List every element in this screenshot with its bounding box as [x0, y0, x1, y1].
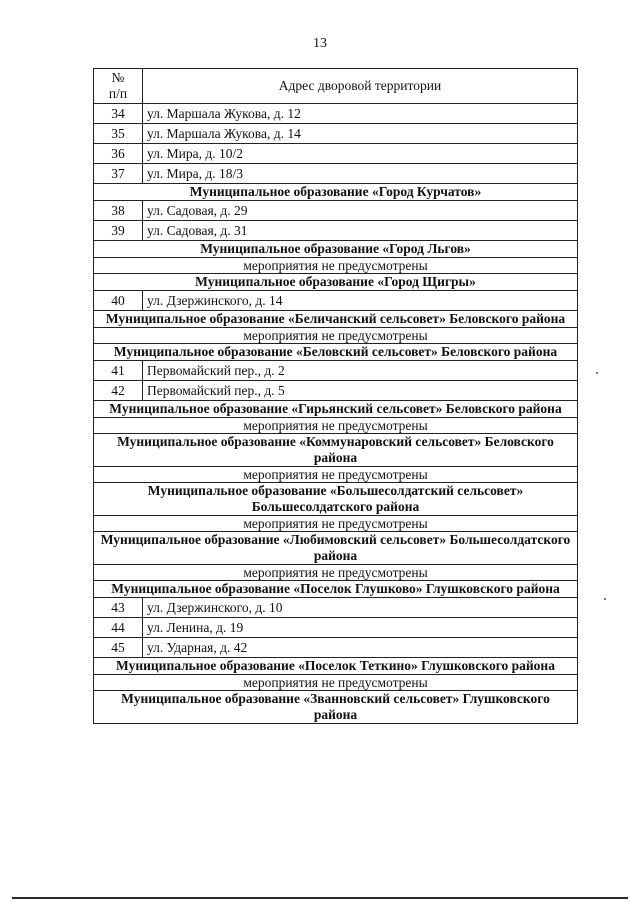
row-address: Первомайский пер., д. 5	[143, 381, 578, 401]
section-row	[94, 401, 578, 418]
table-row	[94, 381, 578, 401]
section-row	[94, 184, 578, 201]
municipality-heading: Муниципальное образование «Беличанский сельсовет» Беловского района	[94, 311, 578, 328]
section-row	[94, 274, 578, 291]
table-row	[94, 638, 578, 658]
no-measures-note: мероприятия не предусмотрены	[94, 467, 578, 483]
page-number: 13	[313, 36, 327, 51]
scan-speck	[596, 372, 598, 374]
row-number: 43	[94, 598, 143, 618]
scan-speck	[604, 598, 606, 600]
row-address: ул. Маршала Жукова, д. 14	[143, 124, 578, 144]
row-number: 40	[94, 291, 143, 311]
number-abbrev: п/п	[108, 86, 128, 101]
section-row	[94, 532, 578, 565]
row-number: 44	[94, 618, 143, 638]
municipality-heading: Муниципальное образование «Город Курчатов»	[94, 184, 578, 201]
no-measures-note: мероприятия не предусмотрены	[94, 516, 578, 532]
row-address: ул. Ударная, д. 42	[143, 638, 578, 658]
row-number: 35	[94, 124, 143, 144]
municipality-heading: Муниципальное образование «Гирьянский сельсовет» Беловского района	[94, 401, 578, 418]
municipality-heading: Муниципальное образование «Беловский сельсовет» Беловского района	[94, 344, 578, 361]
row-address: ул. Дзержинского, д. 14	[143, 291, 578, 311]
row-address: ул. Дзержинского, д. 10	[143, 598, 578, 618]
municipality-heading: Муниципальное образование «Город Щигры»	[94, 274, 578, 291]
table-row	[94, 104, 578, 124]
section-row	[94, 691, 578, 724]
note-row	[94, 328, 578, 344]
table-row	[94, 124, 578, 144]
number-sign: №	[111, 70, 125, 85]
table-row	[94, 291, 578, 311]
no-measures-note: мероприятия не предусмотрены	[94, 258, 578, 274]
note-row	[94, 675, 578, 691]
note-row	[94, 258, 578, 274]
row-address: ул. Мира, д. 10/2	[143, 144, 578, 164]
note-row	[94, 418, 578, 434]
municipality-heading: Муниципальное образование «Поселок Глушково» Глушковского района	[94, 581, 578, 598]
row-number: 42	[94, 381, 143, 401]
section-row	[94, 311, 578, 328]
row-address: ул. Садовая, д. 29	[143, 201, 578, 221]
column-header-number	[94, 69, 143, 104]
table-row	[94, 144, 578, 164]
table-row	[94, 164, 578, 184]
note-row	[94, 565, 578, 581]
section-row	[94, 434, 578, 467]
row-address: ул. Маршала Жукова, д. 12	[143, 104, 578, 124]
table-row	[94, 598, 578, 618]
section-row	[94, 483, 578, 516]
row-address: ул. Мира, д. 18/3	[143, 164, 578, 184]
municipality-heading: Муниципальное образование «Званновский сельсовет» Глушковского района	[94, 691, 578, 724]
table-row	[94, 361, 578, 381]
row-number: 38	[94, 201, 143, 221]
row-number: 34	[94, 104, 143, 124]
column-header-address: Адрес дворовой территории	[143, 69, 578, 104]
row-address: ул. Ленина, д. 19	[143, 618, 578, 638]
no-measures-note: мероприятия не предусмотрены	[94, 328, 578, 344]
table-row	[94, 618, 578, 638]
note-row	[94, 467, 578, 483]
municipality-heading: Муниципальное образование «Любимовский сельсовет» Большесолдатского района	[94, 532, 578, 565]
no-measures-note: мероприятия не предусмотрены	[94, 565, 578, 581]
municipality-heading: Муниципальное образование «Большесолдатский сельсовет» Большесолдатского района	[94, 483, 578, 516]
table-row	[94, 221, 578, 241]
section-row	[94, 658, 578, 675]
municipality-heading: Муниципальное образование «Поселок Теткино» Глушковского района	[94, 658, 578, 675]
section-row	[94, 581, 578, 598]
scan-bottom-line	[12, 897, 628, 899]
row-number: 36	[94, 144, 143, 164]
municipality-heading: Муниципальное образование «Коммунаровский сельсовет» Беловского района	[94, 434, 578, 467]
row-address: ул. Садовая, д. 31	[143, 221, 578, 241]
row-number: 39	[94, 221, 143, 241]
section-row	[94, 241, 578, 258]
table-row	[94, 201, 578, 221]
municipality-heading: Муниципальное образование «Город Льгов»	[94, 241, 578, 258]
section-row	[94, 344, 578, 361]
row-number: 41	[94, 361, 143, 381]
table-header-row	[94, 69, 578, 104]
note-row	[94, 516, 578, 532]
row-number: 45	[94, 638, 143, 658]
table-body	[94, 104, 578, 724]
row-address: Первомайский пер., д. 2	[143, 361, 578, 381]
row-number: 37	[94, 164, 143, 184]
no-measures-note: мероприятия не предусмотрены	[94, 675, 578, 691]
address-table	[93, 68, 578, 724]
no-measures-note: мероприятия не предусмотрены	[94, 418, 578, 434]
